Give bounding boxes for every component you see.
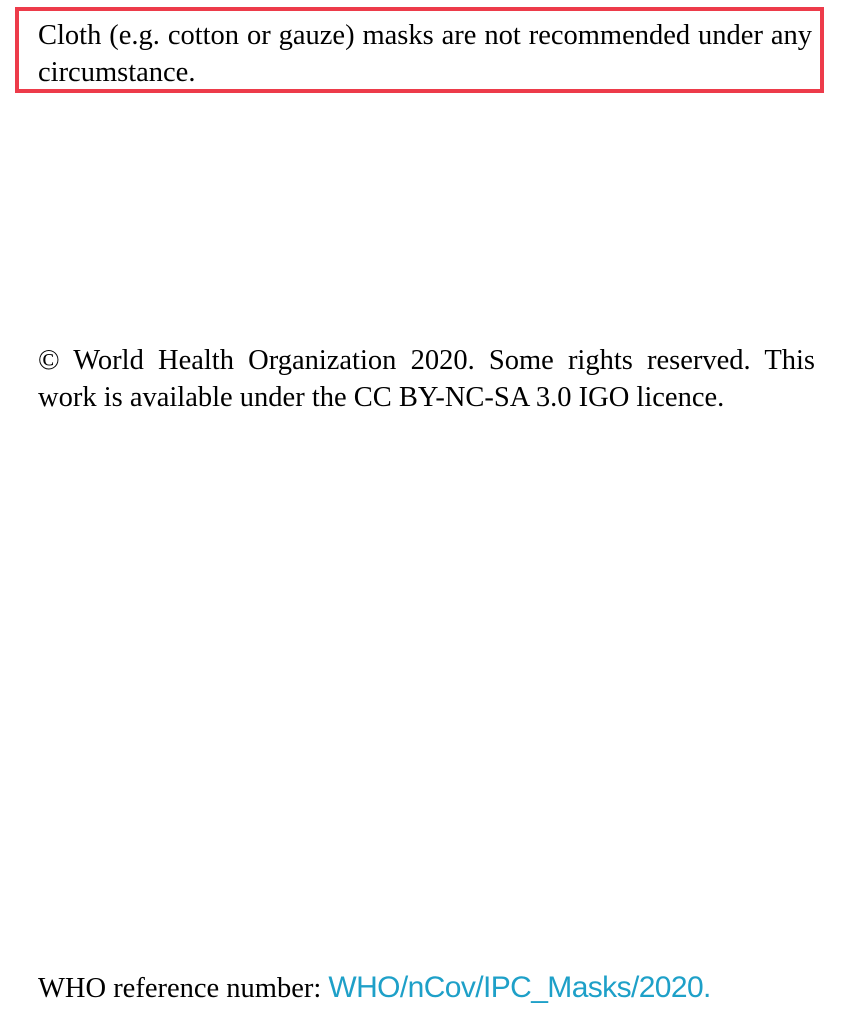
reference-label: WHO reference number: <box>38 973 322 1004</box>
highlighted-statement-box <box>15 7 824 93</box>
reference-code-link[interactable]: WHO/nCov/IPC_Masks/2020. <box>328 971 711 1004</box>
copyright-text: © World Health Organization 2020. Some rights reserved. This work is available under the CC BY-NC-SA 3.0 IGO licence. <box>38 345 815 413</box>
copyright-notice <box>38 342 815 416</box>
highlighted-statement-text: Cloth (e.g. cotton or gauze) masks are not recommended under any circumstance. <box>38 20 812 88</box>
reference-line <box>38 968 711 1009</box>
